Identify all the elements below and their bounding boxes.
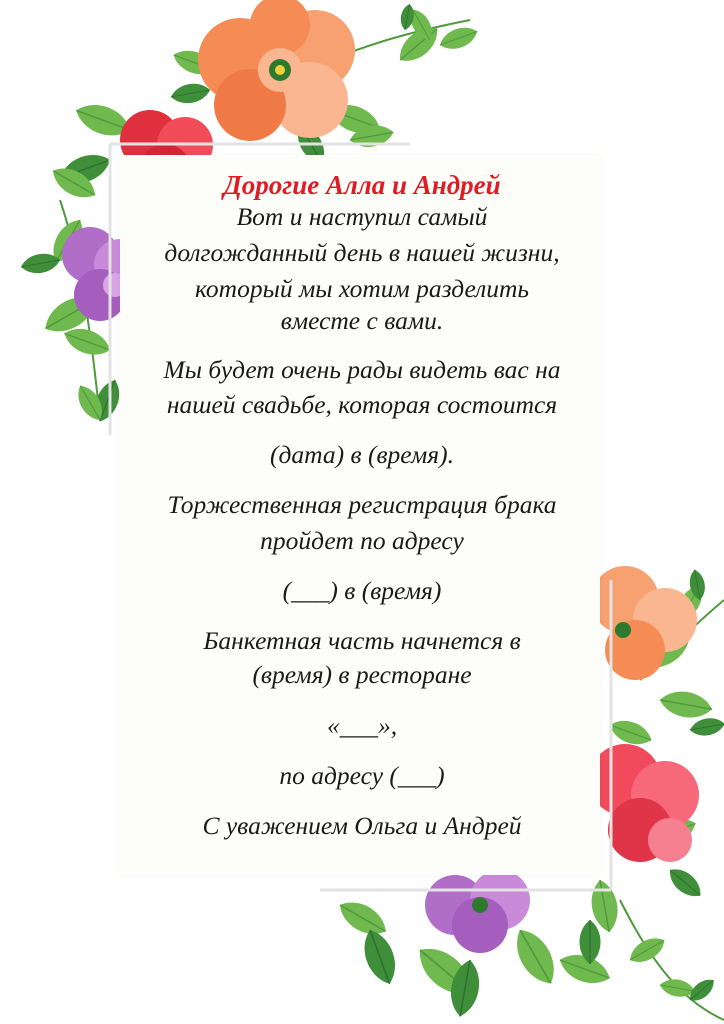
intro-line: Вот и наступил самый bbox=[236, 202, 488, 231]
restaurant-address: по адресу (___) bbox=[279, 761, 445, 790]
restaurant-name: «___», bbox=[326, 711, 398, 740]
intro-line: долгожданный день в нашей жизни, bbox=[164, 238, 560, 267]
greeting: Дорогие Алла и Андрей bbox=[223, 170, 501, 200]
wedding-line: нашей свадьбе, которая состоится bbox=[166, 390, 558, 419]
banquet-line: (время) в ресторане bbox=[252, 660, 472, 689]
banquet-line: Банкетная часть начнется в bbox=[203, 626, 521, 655]
signature: С уважением Ольга и Андрей bbox=[202, 811, 522, 840]
intro-line: который мы хотим разделить bbox=[194, 274, 530, 303]
date-time: (дата) в (время). bbox=[270, 440, 454, 469]
registration-line: Торжественная регистрация брака bbox=[167, 490, 557, 519]
wedding-line: Мы будет очень рады видеть вас на bbox=[163, 355, 561, 384]
registration-address: (___) в (время) bbox=[282, 576, 442, 605]
registration-line: пройдет по адресу bbox=[260, 526, 464, 555]
intro-line: вместе с вами. bbox=[280, 306, 444, 335]
